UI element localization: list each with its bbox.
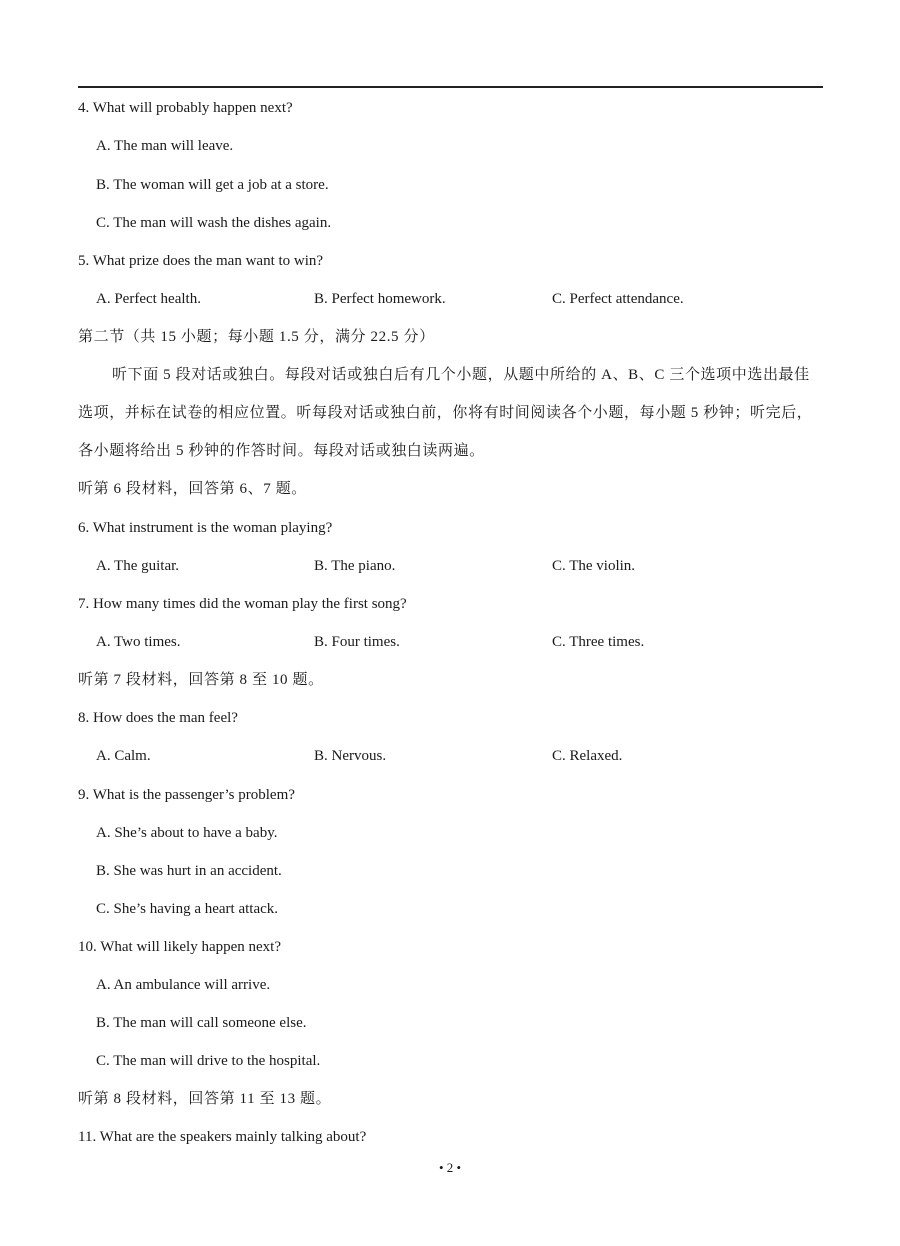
question-10: 10. What will likely happen next? <box>78 939 282 955</box>
q4-option-a: A. The man will leave. <box>96 138 234 154</box>
q6-option-b: B. The piano. <box>314 558 396 574</box>
section-2-instructions: 听下面 5 段对话或独白。每段对话或独白后有几个小题，从题中所给的 A、B、C 三个选项中选出最佳选项，并标在试卷的相应位置。听每段对话或独白前，你将有时间阅读各个小题，每小题 5 秒钟；听完后，各小题将给出 5 秒钟的作答时间。每段对话或独白读两遍。 <box>78 367 813 459</box>
question-11: 11. What are the speakers mainly talking about? <box>78 1129 367 1145</box>
q10-option-c: C. The man will drive to the hospital. <box>96 1053 321 1069</box>
q4-option-b: B. The woman will get a job at a store. <box>96 177 329 193</box>
q5-option-a: A. Perfect health. <box>96 291 201 307</box>
q5-option-c: C. Perfect attendance. <box>552 291 684 307</box>
question-8: 8. How does the man feel? <box>78 710 238 726</box>
q7-option-c: C. Three times. <box>552 634 645 650</box>
material-8-heading: 听第 8 段材料，回答第 11 至 13 题。 <box>78 1091 332 1107</box>
section-2-title: 第二节（共 15 小题；每小题 1.5 分，满分 22.5 分） <box>78 329 435 345</box>
q5-option-b: B. Perfect homework. <box>314 291 446 307</box>
q9-option-a: A. She’s about to have a baby. <box>96 825 278 841</box>
q7-option-b: B. Four times. <box>314 634 400 650</box>
header-rule <box>78 86 823 88</box>
question-7: 7. How many times did the woman play the first song? <box>78 596 407 612</box>
question-6: 6. What instrument is the woman playing? <box>78 520 333 536</box>
q8-option-a: A. Calm. <box>96 748 151 764</box>
question-9: 9. What is the passenger’s problem? <box>78 787 295 803</box>
q10-option-a: A. An ambulance will arrive. <box>96 977 271 993</box>
page-number: • 2 • <box>438 1160 462 1175</box>
q7-option-a: A. Two times. <box>96 634 181 650</box>
q8-option-b: B. Nervous. <box>314 748 387 764</box>
material-6-heading: 听第 6 段材料，回答第 6、7 题。 <box>78 481 307 497</box>
q4-option-c: C. The man will wash the dishes again. <box>96 215 332 231</box>
q6-option-c: C. The violin. <box>552 558 636 574</box>
q6-option-a: A. The guitar. <box>96 558 180 574</box>
material-7-heading: 听第 7 段材料，回答第 8 至 10 题。 <box>78 672 324 688</box>
question-4: 4. What will probably happen next? <box>78 100 293 116</box>
question-5: 5. What prize does the man want to win? <box>78 253 324 269</box>
q10-option-b: B. The man will call someone else. <box>96 1015 307 1031</box>
q9-option-c: C. She’s having a heart attack. <box>96 901 279 917</box>
q9-option-b: B. She was hurt in an accident. <box>96 863 282 879</box>
q8-option-c: C. Relaxed. <box>552 748 623 764</box>
